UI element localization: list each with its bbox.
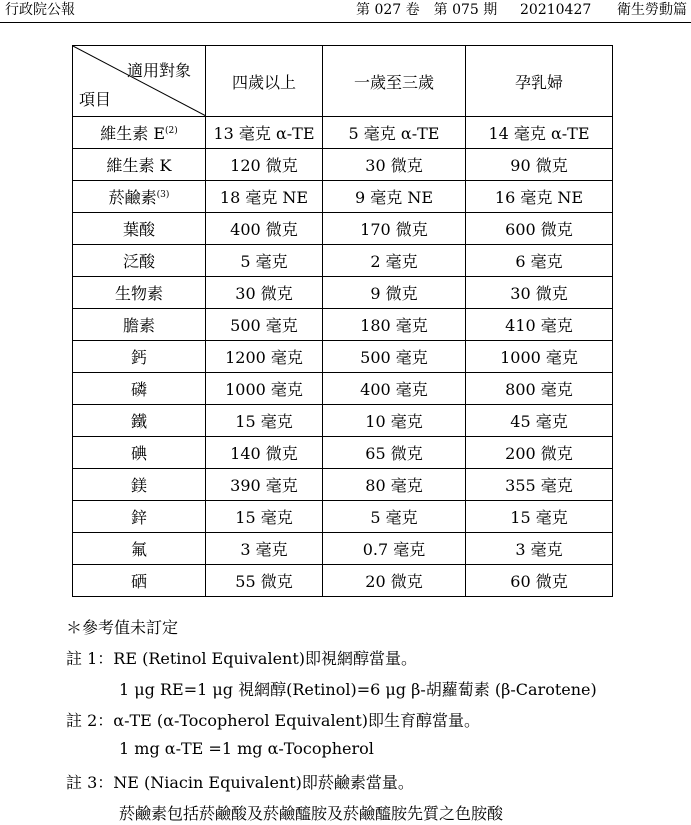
- row-item-label: 生物素: [114, 284, 163, 303]
- note-3-detail: 菸鹼素包括菸鹼酸及菸鹼醯胺及菸鹼醯胺先質之色胺酸: [119, 804, 504, 823]
- row-item-cell: [73, 149, 206, 181]
- table-row: [73, 277, 613, 309]
- row-item-cell: [73, 117, 206, 149]
- row-item-label: 維生素 E: [100, 124, 166, 143]
- value-cell: 3 毫克: [466, 533, 613, 565]
- value-cell: 120 微克: [206, 149, 323, 181]
- table-row: [73, 373, 613, 405]
- value-cell: 2 毫克: [323, 245, 466, 277]
- corner-top-label: 適用對象: [126, 61, 191, 80]
- table-row: [73, 309, 613, 341]
- value-cell: 355 毫克: [466, 469, 613, 501]
- row-item-cell: [73, 533, 206, 565]
- value-cell: 5 毫克: [206, 245, 323, 277]
- table-row: [73, 149, 613, 181]
- table-row: [73, 117, 613, 149]
- note-1-detail: 1 μg RE=1 μg 視網醇(Retinol)=6 μg β-胡蘿蔔素 (β-Carotene): [119, 680, 597, 699]
- value-cell: 60 微克: [466, 565, 613, 597]
- value-cell: 1200 毫克: [206, 341, 323, 373]
- value-cell: 400 毫克: [323, 373, 466, 405]
- row-item-label: 鈣: [130, 348, 147, 367]
- value-cell: 16 毫克 NE: [466, 181, 613, 213]
- table-row: [73, 437, 613, 469]
- row-item-cell: [73, 501, 206, 533]
- row-item-cell: [73, 277, 206, 309]
- row-item-cell: [73, 373, 206, 405]
- value-cell: 500 毫克: [323, 341, 466, 373]
- table-row: [73, 501, 613, 533]
- value-cell: 30 微克: [206, 277, 323, 309]
- row-item-label: 鋅: [130, 508, 147, 527]
- column-header: 一歲至三歲: [323, 46, 466, 117]
- value-cell: 15 毫克: [466, 501, 613, 533]
- value-cell: 800 毫克: [466, 373, 613, 405]
- table-row: [73, 181, 613, 213]
- value-cell: 410 毫克: [466, 309, 613, 341]
- value-cell: 80 毫克: [323, 469, 466, 501]
- value-cell: 600 微克: [466, 213, 613, 245]
- value-cell: 140 微克: [206, 437, 323, 469]
- table-row: [73, 565, 613, 597]
- value-cell: 30 微克: [466, 277, 613, 309]
- note-star: ＊參考值未訂定: [66, 618, 179, 637]
- value-cell: 200 微克: [466, 437, 613, 469]
- row-item-label: 氟: [130, 540, 147, 559]
- row-item-label: 鎂: [130, 476, 147, 495]
- row-item-label: 泛酸: [122, 252, 155, 271]
- row-item-label: 維生素 K: [106, 156, 172, 175]
- value-cell: 18 毫克 NE: [206, 181, 323, 213]
- nutrient-table: [72, 45, 613, 597]
- row-item-cell: [73, 213, 206, 245]
- footnote-marker: (3): [156, 190, 170, 200]
- column-header: 四歲以上: [206, 46, 323, 117]
- row-item-cell: [73, 181, 206, 213]
- table-row: [73, 213, 613, 245]
- row-item-label: 葉酸: [122, 220, 155, 239]
- publish-date: 20210427: [520, 2, 592, 18]
- value-cell: 9 毫克 NE: [323, 181, 466, 213]
- note-2-detail: 1 mg α-TE =1 mg α-Tocopherol: [119, 739, 374, 758]
- note-1: 註 1：RE (Retinol Equivalent)即視網醇當量。: [66, 649, 418, 668]
- row-item-label: 膽素: [122, 316, 155, 335]
- value-cell: 180 毫克: [323, 309, 466, 341]
- row-item-cell: [73, 245, 206, 277]
- row-item-cell: [73, 405, 206, 437]
- value-cell: 20 微克: [323, 565, 466, 597]
- note-2: 註 2：α-TE (α-Tocopherol Equivalent)即生育醇當量。: [66, 711, 481, 730]
- value-cell: 55 微克: [206, 565, 323, 597]
- value-cell: 15 毫克: [206, 405, 323, 437]
- value-cell: 500 毫克: [206, 309, 323, 341]
- value-cell: 5 毫克: [323, 501, 466, 533]
- value-cell: 13 毫克 α-TE: [206, 117, 323, 149]
- row-item-label: 菸鹼素: [108, 188, 157, 207]
- row-item-label: 磷: [130, 380, 147, 399]
- row-item-label: 碘: [130, 444, 147, 463]
- page-header: [0, 0, 691, 23]
- value-cell: 5 毫克 α-TE: [323, 117, 466, 149]
- value-cell: 9 微克: [323, 277, 466, 309]
- department-name: 衛生勞動篇: [617, 2, 687, 18]
- value-cell: 3 毫克: [206, 533, 323, 565]
- value-cell: 1000 毫克: [466, 341, 613, 373]
- value-cell: 10 毫克: [323, 405, 466, 437]
- row-item-cell: [73, 341, 206, 373]
- row-item-label: 硒: [130, 572, 147, 591]
- volume-issue: 第 027 卷 第 075 期: [356, 2, 498, 18]
- row-item-cell: [73, 565, 206, 597]
- note-3: 註 3：NE (Niacin Equivalent)即菸鹼素當量。: [66, 773, 414, 792]
- row-item-cell: [73, 437, 206, 469]
- value-cell: 45 毫克: [466, 405, 613, 437]
- table-row: [73, 245, 613, 277]
- value-cell: 90 微克: [466, 149, 613, 181]
- value-cell: 30 微克: [323, 149, 466, 181]
- table-header-row: [73, 46, 613, 117]
- row-item-cell: [73, 309, 206, 341]
- value-cell: 15 毫克: [206, 501, 323, 533]
- value-cell: 14 毫克 α-TE: [466, 117, 613, 149]
- publisher-name: 行政院公報: [5, 2, 75, 18]
- table-row: [73, 469, 613, 501]
- column-header: 孕乳婦: [466, 46, 613, 117]
- table-row: [73, 405, 613, 437]
- table-row: [73, 341, 613, 373]
- value-cell: 170 微克: [323, 213, 466, 245]
- value-cell: 390 毫克: [206, 469, 323, 501]
- value-cell: 400 微克: [206, 213, 323, 245]
- corner-cell: [73, 46, 206, 117]
- value-cell: 65 微克: [323, 437, 466, 469]
- value-cell: 0.7 毫克: [323, 533, 466, 565]
- table-row: [73, 533, 613, 565]
- value-cell: 6 毫克: [466, 245, 613, 277]
- row-item-cell: [73, 469, 206, 501]
- value-cell: 1000 毫克: [206, 373, 323, 405]
- footnote-marker: (2): [165, 126, 178, 136]
- corner-bottom-label: 項目: [79, 90, 112, 109]
- row-item-label: 鐵: [130, 412, 147, 431]
